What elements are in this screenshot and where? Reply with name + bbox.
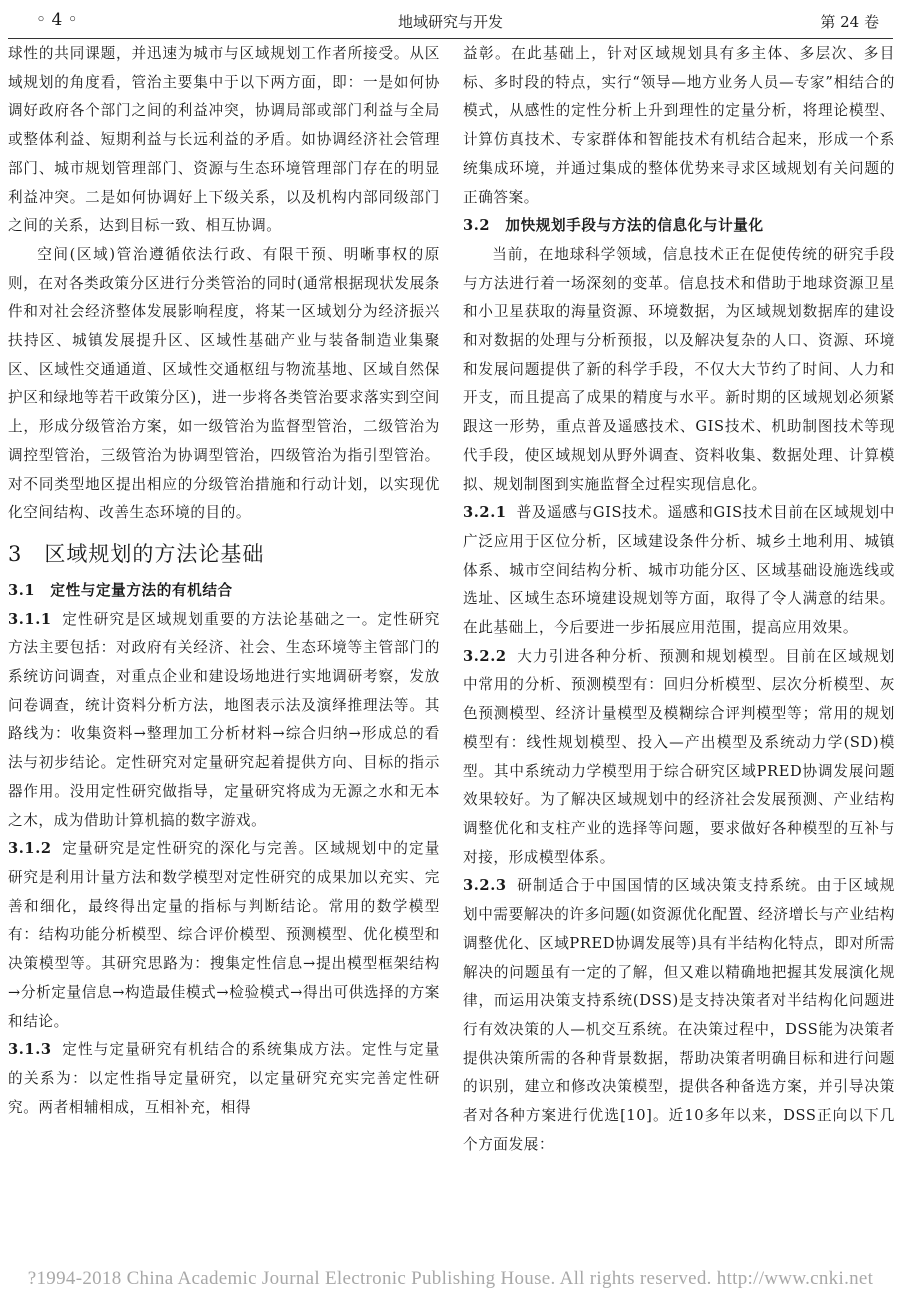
numbered-paragraph xyxy=(463,499,895,643)
page-number-value: 4 xyxy=(51,10,63,30)
paragraph: 空间(区域)管治遵循依法行政、有限干预、明晰事权的原则，在对各类政策分区进行分类管治的同时(通常根据现状发展条件和对社会经济整体发展影响程度，将某一区域划分为经济振兴扶持区、城镇发展提升区、区域性基础产业与装备制造业集聚区、区域性交通通道、区域性交通枢纽与物流基地、区域自然保护区和绿地等若干政策分区)，进一步将各类管治要求落实到空间上，形成分级管治方案，如一级管治为监督型管治，二级管治为调控型管治，三级管治为协调型管治，四级管治为指引型管治。对不同类型地区提出相应的分级管治措施和行动计划，以实现优化空间结构、改善生态环境的目的。 xyxy=(8,245,440,522)
numbered-paragraph xyxy=(8,606,440,836)
numbered-paragraph xyxy=(463,643,895,873)
item-number: 3.1.1 xyxy=(8,610,52,628)
header-rule xyxy=(8,38,893,39)
right-column xyxy=(463,40,895,1159)
journal-title: 地域研究与开发 xyxy=(397,13,503,31)
item-text: 定性研究是区域规划重要的方法论基础之一。定性研究方法主要包括：对政府有关经济、社会、生态环境等主管部门的系统访问调查，对重点企业和建设场地进行实地调研考察，发放问卷调查，统计资料分析方法，地图表示法及演绎推理法等。其路线为：收集资料→整理加工分析材料→综合归纳→形成总的看法与初步结论。定性研究对定量研究起着提供方向、目标的指示器作用。没用定性研究做指导，定量研究将成为无源之水和无本之木，成为借助计算机搞的数字游戏。 xyxy=(8,610,440,829)
item-text: 普及遥感与GIS技术。遥感和GIS技术目前在区域规划中广泛应用于区位分析，区域建设条件分析、城乡土地利用、城镇体系、城市空间结构分析、城市功能分区、区域基础设施选线或选址、区域生态环境建设规划等方面，取得了令人满意的结果。在此基础上，今后要进一步拓展应用范围，提高应用效果。 xyxy=(463,504,895,637)
left-column xyxy=(8,40,440,1122)
item-text: 定量研究是定性研究的深化与完善。区域规划中的定量研究是利用计量方法和数学模型对定性研究的成果加以充实、完善和细化，最终得出定量的指标与判断结论。常用的数学模型有：结构功能分析模型、综合评价模型、预测模型、优化模型和决策模型等。其研究思路为：搜集定性信息→提出模型框架结构→分析定量信息→构造最佳模式→检验模式→得出可供选择的方案和结论。 xyxy=(8,840,440,1030)
item-number: 3.2.1 xyxy=(463,504,507,522)
running-header xyxy=(8,2,893,38)
item-number: 3.1.2 xyxy=(8,840,52,858)
section-heading: 3 区域规划的方法论基础 xyxy=(8,541,265,566)
numbered-paragraph xyxy=(463,872,895,1159)
numbered-paragraph xyxy=(8,835,440,1036)
copyright-footer: ?1994-2018 China Academic Journal Electronic Publishing House. All rights reserved. http://www.cnki.net xyxy=(27,1268,874,1289)
item-text: 研制适合于中国国情的区域决策支持系统。由于区域规划中需要解决的许多问题(如资源优化配置、经济增长与产业结构调整优化、区域PRED协调发展等)具有半结构化特点，即对所需解决的问题虽有一定的了解，但又难以精确地把握其发展演化规律，而运用决策支持系统(DSS)是支持决策者对半结构化问题进行有效决策的人—机交互系统。在决策过程中，DSS能为决策者提供决策所需的各种背景数据，帮助决策者明确目标和进行问题的识别，建立和修改决策模型，提供各种备选方案，并引导决策者对各种方案进行优选[10]。近10多年以来，DSS正向以下几个方面发展： xyxy=(463,877,895,1153)
numbered-paragraph xyxy=(8,1036,440,1122)
item-number: 3.1.3 xyxy=(8,1041,52,1059)
volume-label: 第 24 卷 xyxy=(820,13,879,31)
paragraph: 球性的共同课题，并迅速为城市与区域规划工作者所接受。从区域规划的角度看，管治主要集中于以下两方面，即：一是如何协调好政府各个部门之间的利益冲突，协调局部或部门利益与全局或整体利益、短期利益与长远利益的矛盾。如协调经济社会管理部门、城市规划管理部门、资源与生态环境管理部门存在的明显利益冲突。二是如何协调好上下级关系，以及机构内部同级部门之间的关系，达到目标一致、相互协调。 xyxy=(8,45,440,235)
item-text: 大力引进各种分析、预测和规划模型。目前在区域规划中常用的分析、预测模型有：回归分析模型、层次分析模型、灰色预测模型、经济计量模型及模糊综合评判模型等；常用的规划模型有：线性规划模型、投入—产出模型及系统动力学(SD)模型。其中系统动力学模型用于综合研究区域PRED协调发展问题效果较好。为了解决区域规划中的经济社会发展预测、产业结构调整优化和支柱产业的选择等问题，要求做好各种模型的互补与对接，形成模型体系。 xyxy=(463,647,895,866)
item-number: 3.2.2 xyxy=(463,647,507,665)
page-number: ◦ 4 ◦ xyxy=(36,10,78,30)
subsection-heading: 3.1 定性与定量方法的有机结合 xyxy=(8,581,233,599)
item-number: 3.2.3 xyxy=(463,877,507,895)
paragraph: 益彰。在此基础上，针对区域规划具有多主体、多层次、多目标、多时段的特点，实行“领导—地方业务人员—专家”相结合的模式，从感性的定性分析上升到理性的定量分析，将理论模型、计算仿真技术、专家群体和智能技术有机结合起来，形成一个系统集成环境，并通过集成的整体优势来寻求区域规划有关问题的正确答案。 xyxy=(463,45,895,206)
subsection-heading: 3.2 加快规划手段与方法的信息化与计量化 xyxy=(463,217,764,235)
paragraph: 当前，在地球科学领域，信息技术正在促使传统的研究手段与方法进行着一场深刻的变革。信息技术和借助于地球资源卫星和小卫星获取的海量资源、环境数据，为区域规划数据库的建设和对数据的处理与分析预报，以及解决复杂的人口、资源、环境和发展问题提供了新的科学手段，不仅大大节约了时间、人力和开支，而且提高了成果的精度与水平。新时期的区域规划必须紧跟这一形势，重点普及遥感技术、GIS技术、机助制图技术等现代手段，使区域规划从野外调查、资料收集、数据处理、计算模拟、规划制图到实施监督全过程实现信息化。 xyxy=(463,245,895,493)
item-text: 定性与定量研究有机结合的系统集成方法。定性与定量的关系为：以定性指导定量研究，以定量研究充实完善定性研究。两者相辅相成，互相补充，相得 xyxy=(8,1041,440,1116)
